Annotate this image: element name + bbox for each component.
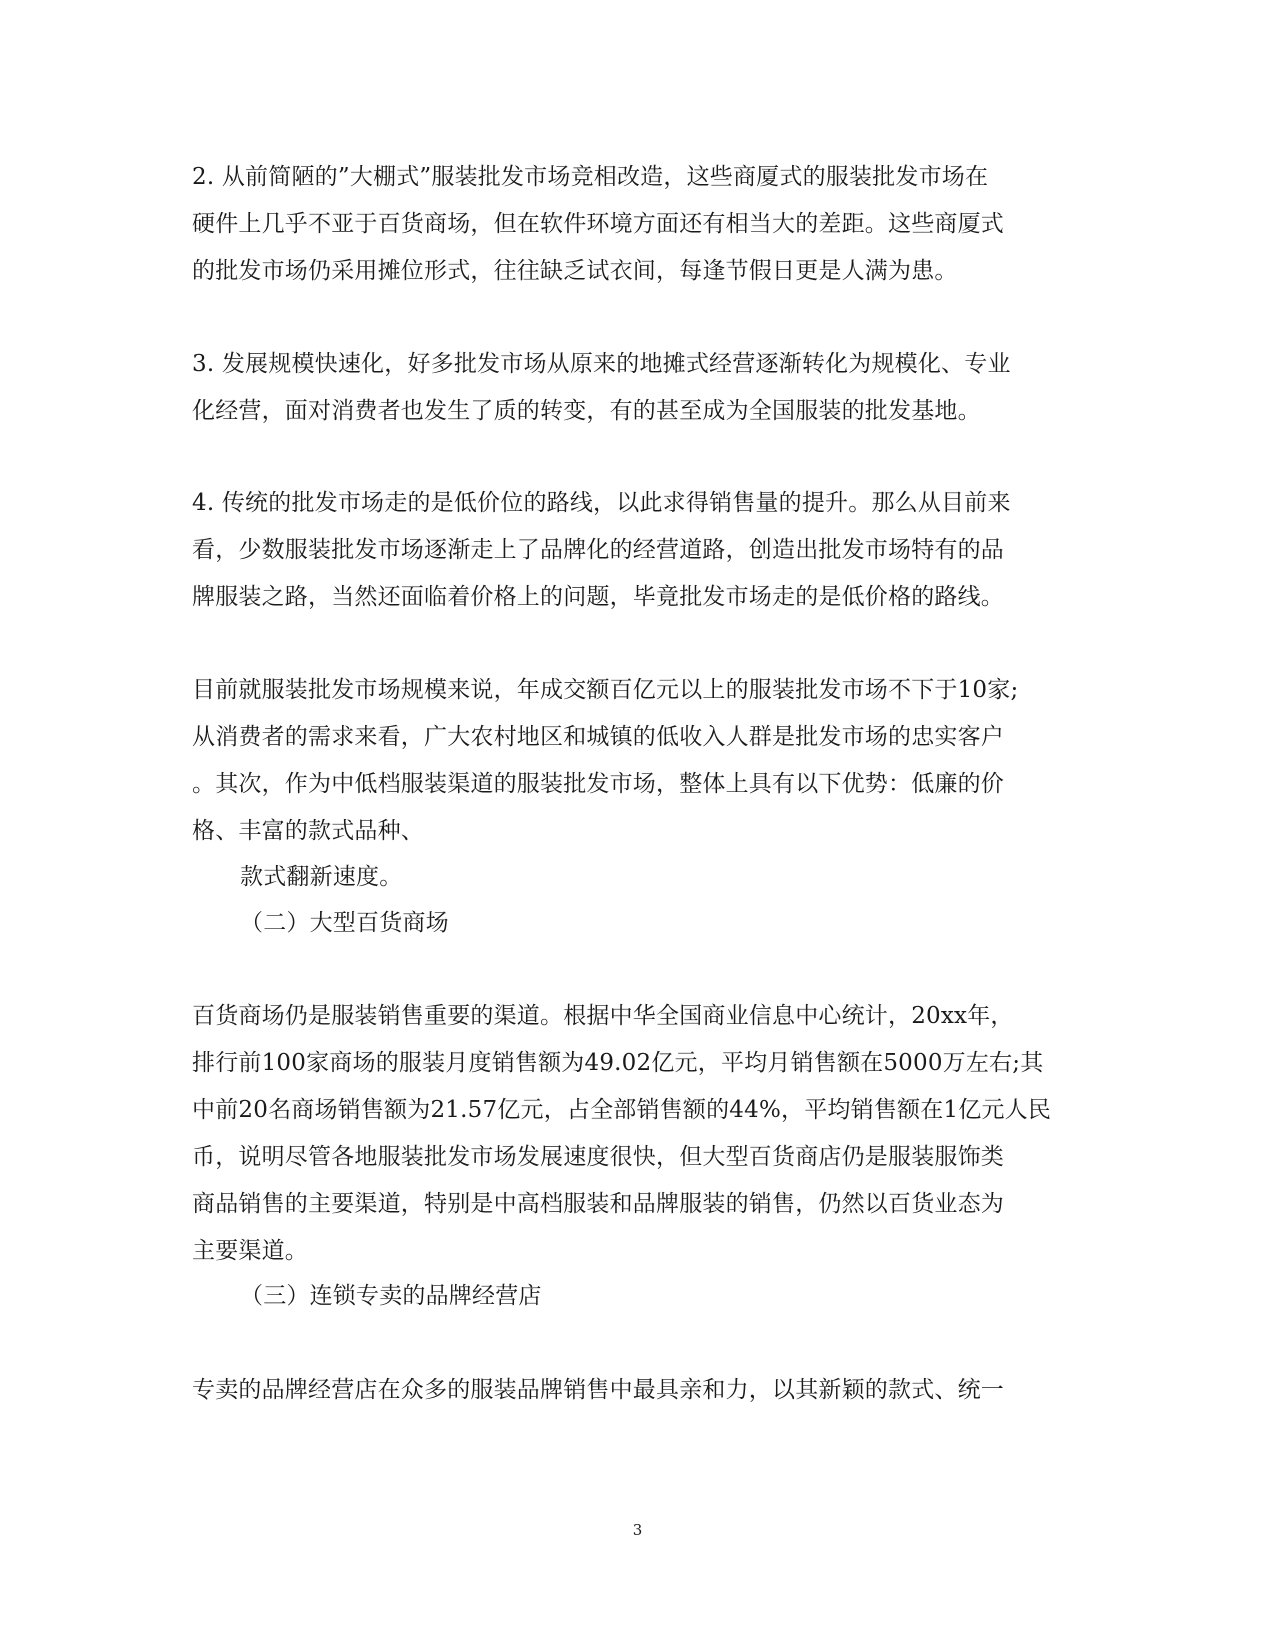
market-paragraph-line-5: 款式翻新速度。: [240, 864, 403, 890]
department-paragraph-line-2: 排行前100家商场的服装月度销售额为49.02亿元，平均月销售额在5000万左右;其: [192, 1050, 1044, 1076]
paragraph-2-line-3: 的批发市场仍采用摊位形式，往往缺乏试衣间，每逢节假日更是人满为患。: [192, 258, 958, 284]
department-paragraph-line-1: 百货商场仍是服装销售重要的渠道。根据中华全国商业信息中心统计，20xx年，: [192, 1003, 1014, 1029]
market-paragraph-line-4: 格、丰富的款式品种、: [192, 818, 424, 844]
paragraph-3-line-2: 化经营，面对消费者也发生了质的转变，有的甚至成为全国服装的批发基地。: [192, 398, 981, 424]
paragraph-4-line-2: 看，少数服装批发市场逐渐走上了品牌化的经营道路，创造出批发市场特有的品: [192, 537, 1004, 563]
market-paragraph-line-1: 目前就服装批发市场规模来说，年成交额百亿元以上的服装批发市场不下于10家;: [192, 677, 1019, 703]
paragraph-3-line-1: 3. 发展规模快速化，好多批发市场从原来的地摊式经营逐渐转化为规模化、专业: [192, 351, 1011, 377]
department-paragraph-line-4: 币，说明尽管各地服装批发市场发展速度很快，但大型百货商店仍是服装服饰类: [192, 1144, 1004, 1170]
department-paragraph-line-3: 中前20名商场销售额为21.57亿元，占全部销售额的44%，平均销售额在1亿元人民: [192, 1097, 1052, 1123]
paragraph-2-line-2: 硬件上几乎不亚于百货商场，但在软件环境方面还有相当大的差距。这些商厦式: [192, 211, 1004, 237]
department-paragraph-line-5: 商品销售的主要渠道，特别是中高档服装和品牌服装的销售，仍然以百货业态为: [192, 1191, 1004, 1217]
brand-paragraph-line-1: 专卖的品牌经营店在众多的服装品牌销售中最具亲和力，以其新颖的款式、统一: [192, 1377, 1004, 1403]
paragraph-4-line-1: 4. 传统的批发市场走的是低价位的路线，以此求得销售量的提升。那么从目前来: [192, 490, 1011, 516]
paragraph-2-line-1: 2. 从前简陋的”大棚式”服装批发市场竞相改造，这些商厦式的服装批发市场在: [192, 164, 989, 190]
page-number: 3: [632, 1521, 643, 1539]
section-heading-brand-stores: （三）连锁专卖的品牌经营店: [240, 1283, 542, 1309]
market-paragraph-line-2: 从消费者的需求来看，广大农村地区和城镇的低收入人群是批发市场的忠实客户: [192, 724, 1004, 750]
market-paragraph-line-3: 。其次，作为中低档服装渠道的服装批发市场，整体上具有以下优势：低廉的价: [192, 771, 1004, 797]
paragraph-4-line-3: 牌服装之路，当然还面临着价格上的问题，毕竟批发市场走的是低价格的路线。: [192, 584, 1004, 610]
department-paragraph-line-6: 主要渠道。: [192, 1238, 308, 1264]
section-heading-department-stores: （二）大型百货商场: [240, 910, 449, 936]
